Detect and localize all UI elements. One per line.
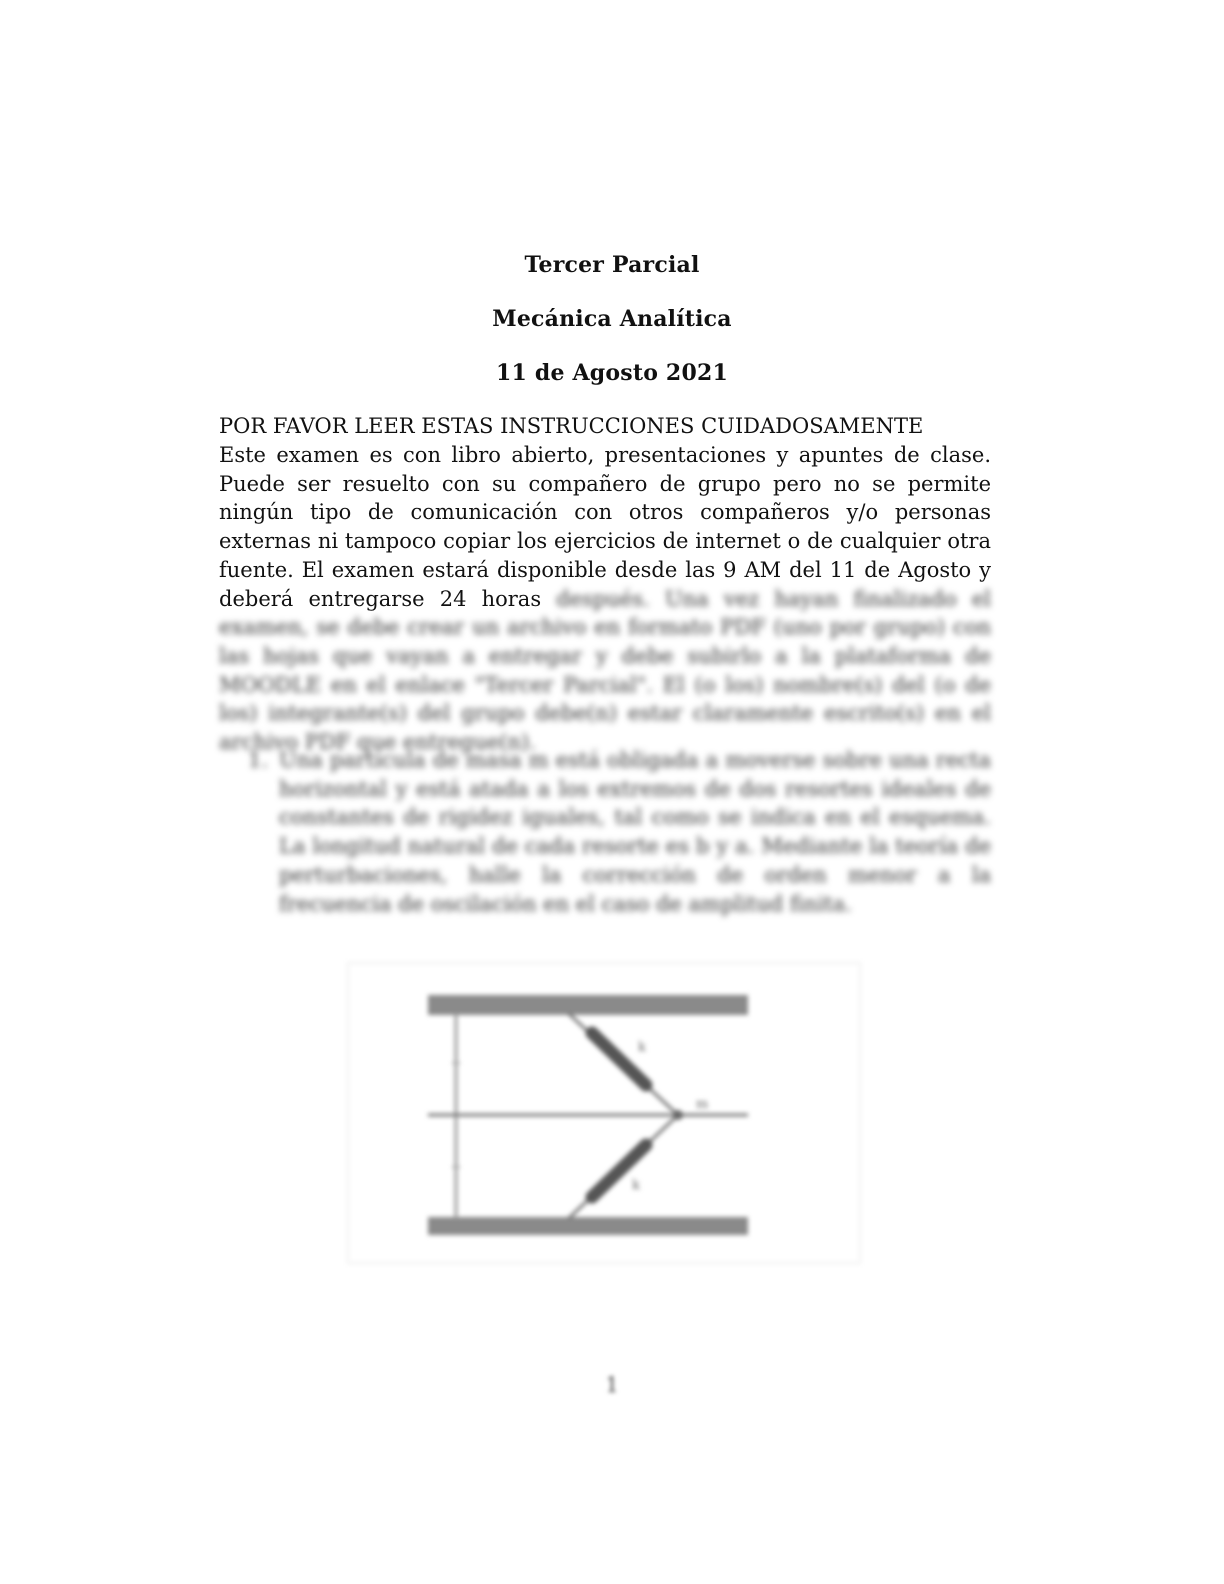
bottom-wall bbox=[428, 1217, 748, 1235]
lower-spring-label: k bbox=[632, 1178, 640, 1193]
instructions-visible-text: Este examen es con libro abierto, presentaciones y apuntes de clase. Puede ser resuelto con su compañero de grupo pero no se permite ningún tipo de comunicación con otros compañeros y/o personas externas ni tampoco copiar los ejercicios de internet o de cualquier otra fuente. El examen estará disponible desde las 9 AM del 11 de Agosto y deberá entregarse 24 horas bbox=[219, 443, 991, 611]
problem-text: Una partícula de masa m está obligada a moverse sobre una recta horizontal y está atada a los extremos de dos resortes ideales de constantes de rigidez iguales, tal como se indica en el esquema. La longitud natural de cada resorte es b y a. Mediante la teoría de perturbaciones, halle la corrección de orden menor a la frecuencia de oscilación en el caso de amplitud finita. bbox=[279, 748, 991, 916]
spring-mass-figure bbox=[340, 945, 870, 1275]
instructions-blurred-text: después. Una vez hayan finalizado el examen, se debe crear un archivo en formato PDF (uno por grupo) con las hojas que vayan a entregar y debe subirlo a la plataforma de MOODLE en el enlace "Tercer Parcial". El (o los) nombre(s) del (o de los) integrante(s) del grupo debe(n) estar claramente escrito(s) en el archivo PDF que entregue(n). bbox=[219, 586, 991, 755]
problem-item bbox=[248, 746, 991, 918]
course-name: Mecánica Analítica bbox=[492, 306, 732, 332]
problem-number: 1. bbox=[248, 748, 269, 772]
exam-date: 11 de Agosto 2021 bbox=[496, 360, 728, 386]
instructions-heading: POR FAVOR LEER ESTAS INSTRUCCIONES CUIDADOSAMENTE bbox=[219, 414, 924, 438]
mass-label: m bbox=[696, 1097, 709, 1112]
exam-title: Tercer Parcial bbox=[524, 252, 700, 278]
page-number: 1 bbox=[605, 1373, 619, 1397]
mass-point bbox=[673, 1110, 683, 1120]
top-wall bbox=[428, 995, 748, 1015]
instructions-paragraph bbox=[219, 441, 991, 757]
upper-spring-label: k bbox=[638, 1040, 646, 1055]
